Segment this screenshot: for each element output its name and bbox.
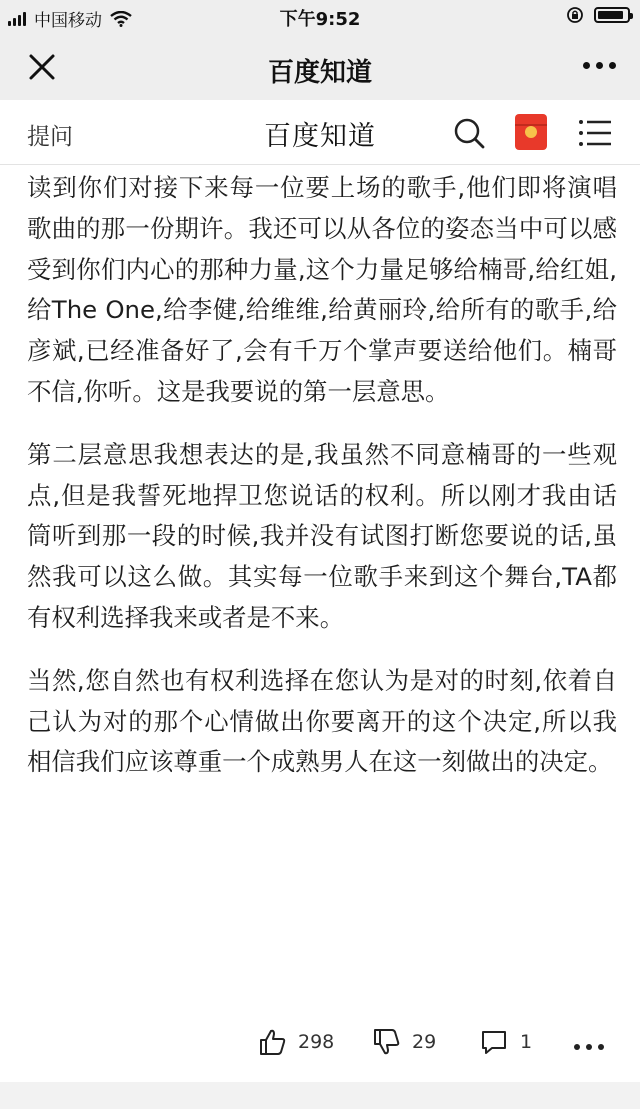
more-horizontal-icon[interactable] <box>574 1044 610 1050</box>
like-button[interactable] <box>258 1028 334 1056</box>
comment-icon <box>480 1028 508 1056</box>
site-title[interactable]: 百度知道 <box>264 121 376 152</box>
comment-count: 1 <box>520 1031 533 1053</box>
carrier-name: 中国移动 <box>34 11 102 31</box>
answer-paragraph: 当然,您自然也有权利选择在您认为是对的时刻,依着自己认为对的那个心情做出你要离开的这个决定,所以我相信我们应该尊重一个成熟男人在这一刻做出的决定。 <box>27 665 617 777</box>
thumbs-up-icon <box>258 1028 286 1056</box>
window-title: 百度知道 <box>267 58 372 88</box>
search-icon[interactable] <box>452 116 486 150</box>
answer-paragraph: 第二层意思我想表达的是,我虽然不同意楠哥的一些观点,但是我誓死地捍卫您说话的权利。所以刚才我由话筒听到那一段的时候,我并没有试图打断您要说的话,虽然我可以这么做。其实每一位歌手来到这个舞台,TA都有权利选择我来或者是不来。 <box>27 439 617 632</box>
status-right <box>566 6 630 24</box>
status-bar <box>0 0 640 34</box>
answer-paragraph: 读到你们对接下来每一位要上场的歌手,他们即将演唱歌曲的那一份期许。我还可以从各位的姿态当中可以感受到你们内心的那种力量,这个力量足够给楠哥,给红姐,给The One,给李健,给维维,给黄丽玲,给所有的歌手,给彦斌,已经准备好了,会有千万个掌声要送给他们。楠哥不信,你听。这是我要说的第一层意思。 <box>27 173 617 406</box>
dislike-button[interactable] <box>372 1028 436 1056</box>
site-header <box>0 100 640 165</box>
battery-icon <box>594 7 630 23</box>
more-horizontal-icon[interactable] <box>577 62 616 69</box>
red-packet-icon[interactable] <box>515 114 547 150</box>
title-bar <box>0 34 640 100</box>
thumbs-down-icon <box>372 1028 400 1056</box>
dislike-count: 29 <box>412 1031 437 1053</box>
status-time: 下午9:52 <box>279 9 361 30</box>
answer-content <box>27 168 617 805</box>
menu-icon[interactable] <box>578 118 612 148</box>
ask-question-link[interactable]: 提问 <box>27 124 73 150</box>
like-count: 298 <box>298 1031 335 1053</box>
bottom-spacer <box>0 1082 640 1109</box>
comment-button[interactable] <box>480 1028 532 1056</box>
orientation-lock-icon <box>566 6 584 24</box>
answer-actions <box>0 1020 640 1070</box>
